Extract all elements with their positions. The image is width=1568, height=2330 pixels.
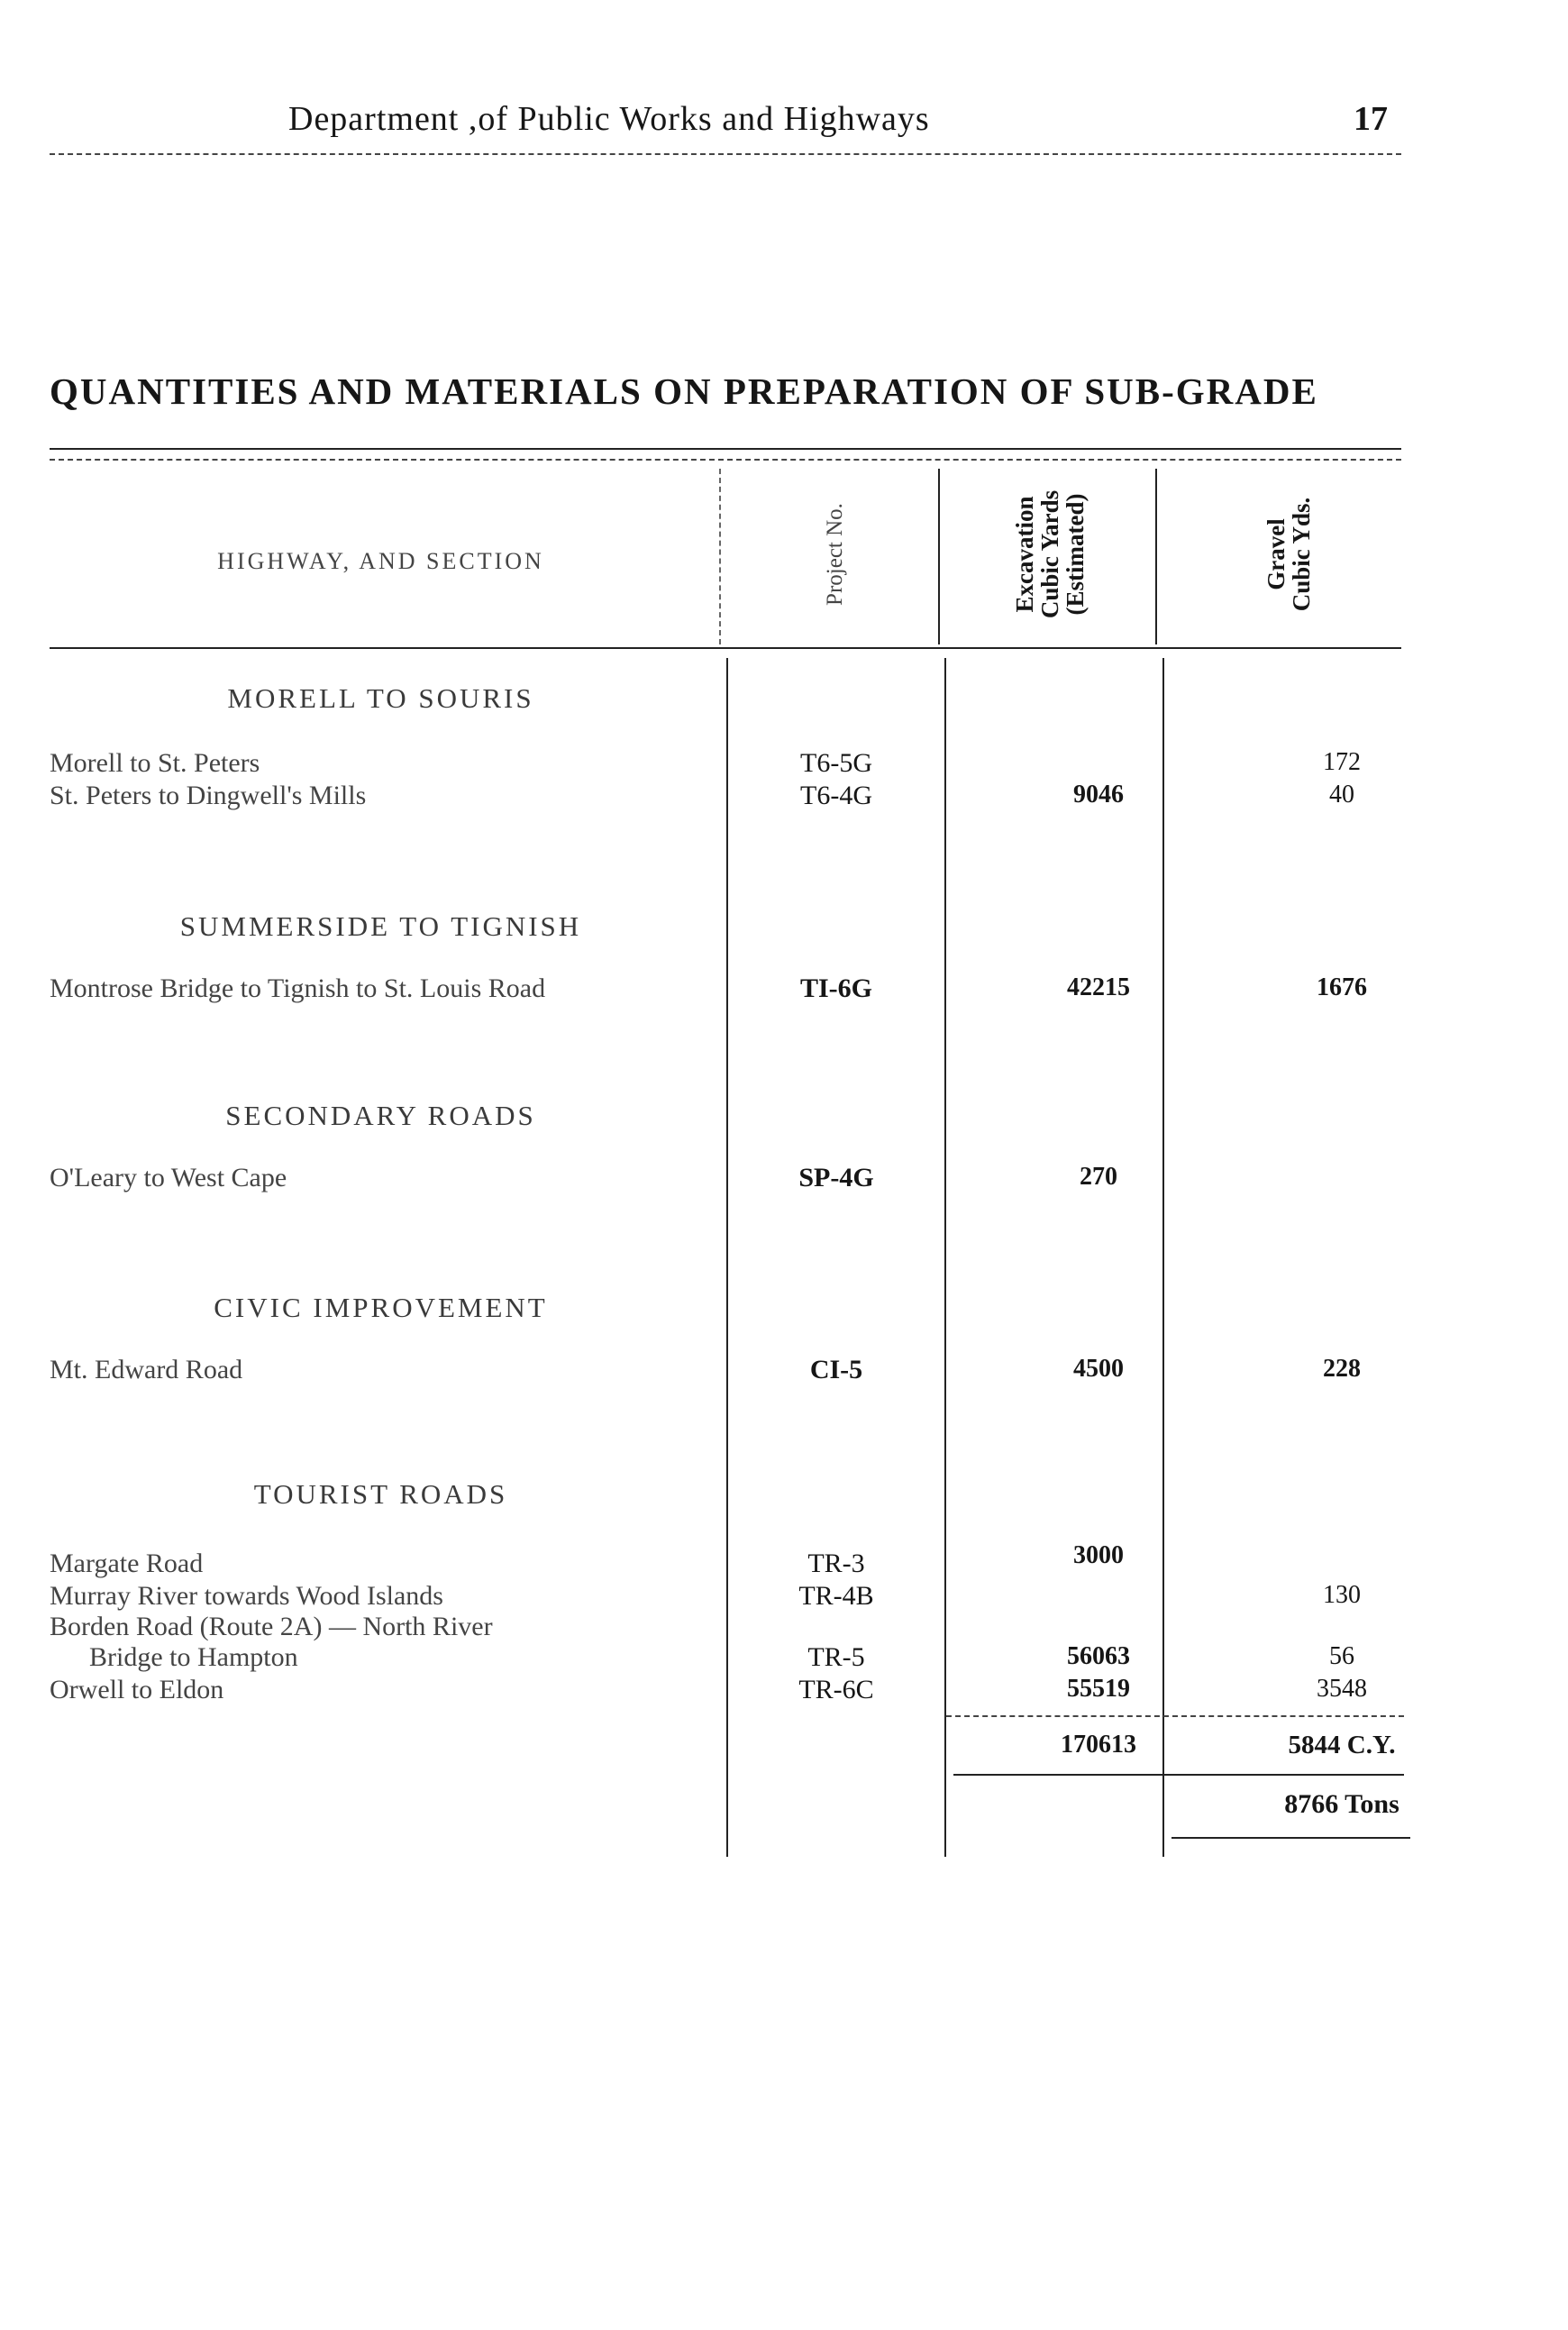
highway-section-name: Montrose Bridge to Tignish to St. Louis Road (50, 973, 546, 1003)
page-title: QUANTITIES AND MATERIALS ON PREPARATION OF SUB-GRADE (50, 370, 1318, 412)
highway-section-name: O'Leary to West Cape (50, 1163, 287, 1192)
gravel-total-tons: 8766 Tons (1284, 1789, 1399, 1819)
table-row (50, 748, 1410, 781)
section-title: SUMMERSIDE TO TIGNISH (179, 910, 582, 942)
excavation-total: 170613 (1061, 1731, 1136, 1759)
highway-section-name: St. Peters to Dingwell's Mills (50, 781, 367, 810)
page-number: 17 (1354, 100, 1388, 138)
section-title: TOURIST ROADS (253, 1478, 508, 1510)
column-header-excavation-line: Excavation (1011, 496, 1038, 613)
table-row (50, 781, 1410, 813)
table-row (50, 1675, 1410, 1707)
section-title: MORELL TO SOURIS (227, 682, 534, 714)
header-bottom-rule (50, 647, 1401, 649)
project-number: TR-3 (807, 1549, 865, 1578)
table-row (50, 1355, 1410, 1387)
gravel-total-cubic-yards: 5844 C.Y. (1288, 1731, 1396, 1759)
gravel-value: 130 (1323, 1581, 1361, 1609)
excavation-value: 270 (1080, 1163, 1117, 1191)
gravel-value: 3548 (1317, 1675, 1367, 1703)
column-header-project: Project No. (823, 503, 847, 606)
project-number: TI-6G (799, 973, 872, 1003)
excavation-value: 42215 (1067, 973, 1130, 1001)
excavation-value: 3000 (1073, 1541, 1124, 1569)
column-header-excavation-line: (Estimated) (1062, 493, 1089, 616)
column-header-excavation (1012, 490, 1088, 618)
table-top-rule (50, 448, 1401, 450)
header-column-divider (1155, 469, 1157, 644)
column-header-excavation-line: Cubic Yards (1036, 489, 1063, 619)
project-number: T6-5G (800, 748, 872, 778)
highway-section-name: Margate Road (50, 1549, 204, 1578)
column-header-highway: HIGHWAY, AND SECTION (217, 548, 544, 574)
totals-row (50, 1789, 1410, 1822)
highway-section-name: Bridge to Hampton (89, 1642, 298, 1672)
gravel-value: 172 (1323, 748, 1361, 776)
column-header-gravel-line: Cubic Yds. (1288, 497, 1315, 612)
table-row (50, 1642, 1410, 1675)
project-number: TR-4B (798, 1581, 874, 1611)
gravel-value: 40 (1329, 781, 1354, 809)
table-row (50, 1163, 1410, 1195)
table-top-rule-dashed (50, 459, 1401, 461)
project-number: CI-5 (809, 1355, 863, 1384)
highway-section-name: Morell to St. Peters (50, 748, 260, 778)
table-row (50, 1612, 1410, 1644)
column-header-gravel (1263, 498, 1314, 612)
table-row (50, 973, 1410, 1006)
project-number: T6-4G (800, 781, 872, 810)
excavation-value: 55519 (1067, 1675, 1130, 1703)
section-title: SECONDARY ROADS (225, 1100, 536, 1131)
header-column-divider (938, 469, 940, 644)
totals-row (50, 1731, 1410, 1763)
header-divider (50, 153, 1401, 155)
totals-rule (946, 1715, 1404, 1717)
excavation-value: 9046 (1073, 781, 1124, 809)
header-column-divider (719, 469, 721, 644)
excavation-value: 4500 (1073, 1355, 1124, 1383)
running-head: Department ,of Public Works and Highways (288, 100, 930, 138)
project-number: TR-5 (807, 1642, 865, 1672)
highway-section-name: Mt. Edward Road (50, 1355, 243, 1384)
totals-bottom-rule (1171, 1837, 1410, 1839)
highway-section-name: Murray River towards Wood Islands (50, 1581, 443, 1611)
excavation-value: 56063 (1067, 1642, 1130, 1670)
project-number: TR-6C (798, 1675, 874, 1704)
table-row (50, 1541, 1410, 1581)
gravel-value: 1676 (1317, 973, 1367, 1001)
column-header-gravel-line: Gravel (1263, 518, 1290, 590)
project-number: SP-4G (798, 1163, 874, 1192)
highway-section-name: Borden Road (Route 2A) — North River (50, 1612, 493, 1641)
highway-section-name: Orwell to Eldon (50, 1675, 224, 1704)
section-title: CIVIC IMPROVEMENT (214, 1292, 548, 1323)
table-row (50, 1581, 1410, 1613)
gravel-value: 228 (1323, 1355, 1361, 1383)
totals-rule (953, 1774, 1404, 1776)
gravel-value: 56 (1329, 1642, 1354, 1670)
